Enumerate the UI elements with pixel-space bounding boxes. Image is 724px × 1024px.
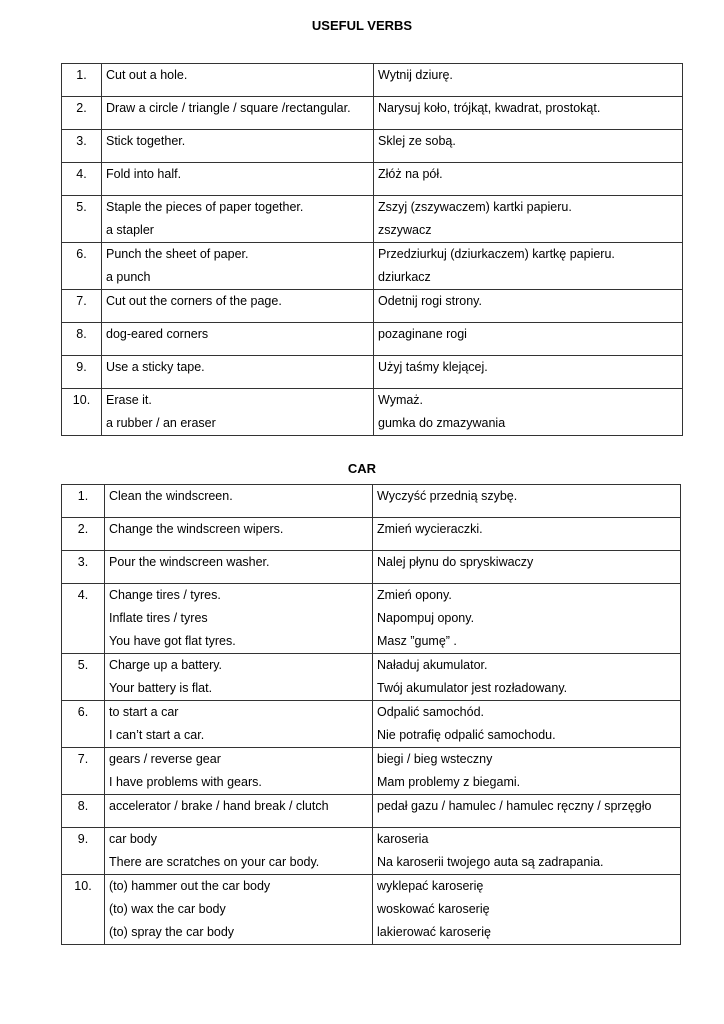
polish-translation: Zszyj (zszywaczem) kartki papieru. (378, 200, 572, 214)
polish-cell (374, 323, 683, 356)
table-row (62, 196, 683, 243)
polish-translation: Odetnij rogi strony. (378, 294, 482, 308)
table-row (62, 795, 681, 828)
english-cell (102, 64, 374, 97)
english-phrase: Punch the sheet of paper. (106, 247, 249, 261)
polish-translation: Nalej płynu do spryskiwaczy (377, 555, 534, 569)
english-cell (102, 97, 374, 130)
row-number: 8. (62, 323, 102, 356)
polish-translation: karoseria (377, 832, 429, 846)
polish-translation: biegi / bieg wsteczny (377, 752, 493, 766)
polish-translation: Odpalić samochód. (377, 705, 485, 719)
row-number: 4. (62, 584, 105, 654)
polish-cell (373, 748, 681, 795)
row-number: 5. (62, 654, 105, 701)
row-number: 7. (62, 748, 105, 795)
english-cell (105, 551, 373, 584)
polish-translation: Użyj taśmy klejącej. (378, 360, 488, 374)
polish-cell (374, 64, 683, 97)
table-row (62, 323, 683, 356)
polish-cell (374, 290, 683, 323)
english-phrase: gears / reverse gear (109, 752, 221, 766)
row-number: 4. (62, 163, 102, 196)
polish-cell (374, 389, 683, 436)
polish-cell (373, 701, 681, 748)
table-row (62, 243, 683, 290)
row-number: 7. (62, 290, 102, 323)
polish-translation: Nie potrafię odpalić samochodu. (377, 728, 556, 742)
table-row (62, 551, 681, 584)
english-phrase: Change the windscreen wipers. (109, 522, 284, 536)
english-cell (105, 748, 373, 795)
polish-cell (373, 828, 681, 875)
table-row (62, 875, 681, 945)
polish-translation: pozaginane rogi (378, 327, 467, 341)
polish-cell (373, 551, 681, 584)
section-title-useful-verbs: USEFUL VERBS (311, 18, 413, 33)
english-cell (102, 389, 374, 436)
table-row (62, 130, 683, 163)
english-phrase: Clean the windscreen. (109, 489, 233, 503)
table-row (62, 584, 681, 654)
row-number: 1. (62, 64, 102, 97)
row-number: 2. (62, 97, 102, 130)
row-number: 6. (62, 243, 102, 290)
row-number: 9. (62, 828, 105, 875)
row-number: 9. (62, 356, 102, 389)
polish-cell (374, 97, 683, 130)
polish-translation: lakierować karoserię (377, 925, 491, 939)
english-phrase: You have got flat tyres. (109, 634, 236, 648)
polish-cell (374, 163, 683, 196)
polish-cell (374, 196, 683, 243)
english-phrase: (to) wax the car body (109, 902, 226, 916)
english-cell (105, 828, 373, 875)
table-row (62, 356, 683, 389)
polish-translation: woskować karoserię (377, 902, 490, 916)
polish-translation: Zmień opony. (377, 588, 452, 602)
polish-translation: Złóż na pół. (378, 167, 443, 181)
polish-translation: zszywacz (378, 223, 432, 237)
table-row (62, 518, 681, 551)
row-number: 2. (62, 518, 105, 551)
polish-cell (373, 518, 681, 551)
polish-cell (374, 130, 683, 163)
polish-cell (373, 485, 681, 518)
english-phrase: accelerator / brake / hand break / clutch (109, 799, 329, 813)
polish-translation: Zmień wycieraczki. (377, 522, 483, 536)
english-phrase: Inflate tires / tyres (109, 611, 208, 625)
polish-translation: Mam problemy z biegami. (377, 775, 521, 789)
polish-translation: Naładuj akumulator. (377, 658, 488, 672)
table-row (62, 389, 683, 436)
english-phrase: car body (109, 832, 157, 846)
polish-cell (373, 875, 681, 945)
table-row (62, 97, 683, 130)
useful-verbs-table (61, 63, 683, 436)
row-number: 8. (62, 795, 105, 828)
english-phrase: (to) hammer out the car body (109, 879, 271, 893)
english-cell (102, 196, 374, 243)
english-phrase: Pour the windscreen washer. (109, 555, 270, 569)
table-row (62, 64, 683, 97)
table-row (62, 828, 681, 875)
table-row (62, 485, 681, 518)
english-cell (105, 701, 373, 748)
row-number: 10. (62, 875, 105, 945)
english-phrase: Staple the pieces of paper together. (106, 200, 304, 214)
polish-translation: Masz ”gumę” . (377, 634, 457, 648)
english-cell (105, 584, 373, 654)
polish-translation: Wymaż. (378, 393, 424, 407)
english-phrase: Charge up a battery. (109, 658, 223, 672)
polish-translation: Napompuj opony. (377, 611, 475, 625)
english-cell (102, 323, 374, 356)
english-phrase: to start a car (109, 705, 179, 719)
polish-translation: gumka do zmazywania (378, 416, 506, 430)
table-row (62, 748, 681, 795)
english-phrase: I can’t start a car. (109, 728, 205, 742)
polish-cell (373, 584, 681, 654)
english-phrase: a punch (106, 270, 151, 284)
polish-translation: Twój akumulator jest rozładowany. (377, 681, 568, 695)
car-vocab-table (61, 484, 681, 945)
polish-translation: Narysuj koło, trójkąt, kwadrat, prostokąt. (378, 101, 601, 115)
english-phrase: a rubber / an eraser (106, 416, 216, 430)
english-cell (102, 163, 374, 196)
row-number: 10. (62, 389, 102, 436)
english-phrase: There are scratches on your car body. (109, 855, 320, 869)
english-cell (102, 356, 374, 389)
english-cell (102, 243, 374, 290)
polish-cell (373, 795, 681, 828)
english-phrase: a stapler (106, 223, 154, 237)
english-phrase: I have problems with gears. (109, 775, 262, 789)
polish-translation: Przedziurkuj (dziurkaczem) kartkę papieru. (378, 247, 615, 261)
table-row (62, 654, 681, 701)
english-cell (105, 485, 373, 518)
table-row (62, 290, 683, 323)
polish-translation: pedał gazu / hamulec / hamulec ręczny / sprzęgło (377, 799, 652, 813)
english-cell (105, 654, 373, 701)
table-row (62, 701, 681, 748)
polish-translation: dziurkacz (378, 270, 431, 284)
english-phrase: Change tires / tyres. (109, 588, 221, 602)
english-phrase: Your battery is flat. (109, 681, 213, 695)
polish-cell (373, 654, 681, 701)
english-phrase: dog-eared corners (106, 327, 209, 341)
row-number: 6. (62, 701, 105, 748)
polish-translation: wyklepać karoserię (377, 879, 484, 893)
english-phrase: Cut out a hole. (106, 68, 188, 82)
row-number: 1. (62, 485, 105, 518)
section-title-car: CAR (347, 461, 377, 476)
english-phrase: Stick together. (106, 134, 186, 148)
polish-cell (374, 356, 683, 389)
english-phrase: (to) spray the car body (109, 925, 235, 939)
english-phrase: Fold into half. (106, 167, 182, 181)
polish-translation: Wytnij dziurę. (378, 68, 453, 82)
row-number: 5. (62, 196, 102, 243)
polish-cell (374, 243, 683, 290)
row-number: 3. (62, 130, 102, 163)
english-phrase: Cut out the corners of the page. (106, 294, 282, 308)
english-phrase: Draw a circle / triangle / square /rectangular. (106, 101, 351, 115)
english-cell (102, 290, 374, 323)
polish-translation: Na karoserii twojego auta są zadrapania. (377, 855, 604, 869)
english-phrase: Use a sticky tape. (106, 360, 205, 374)
polish-translation: Wyczyść przednią szybę. (377, 489, 518, 503)
english-cell (102, 130, 374, 163)
english-cell (105, 795, 373, 828)
english-cell (105, 875, 373, 945)
polish-translation: Sklej ze sobą. (378, 134, 456, 148)
english-cell (105, 518, 373, 551)
english-phrase: Erase it. (106, 393, 152, 407)
table-row (62, 163, 683, 196)
row-number: 3. (62, 551, 105, 584)
